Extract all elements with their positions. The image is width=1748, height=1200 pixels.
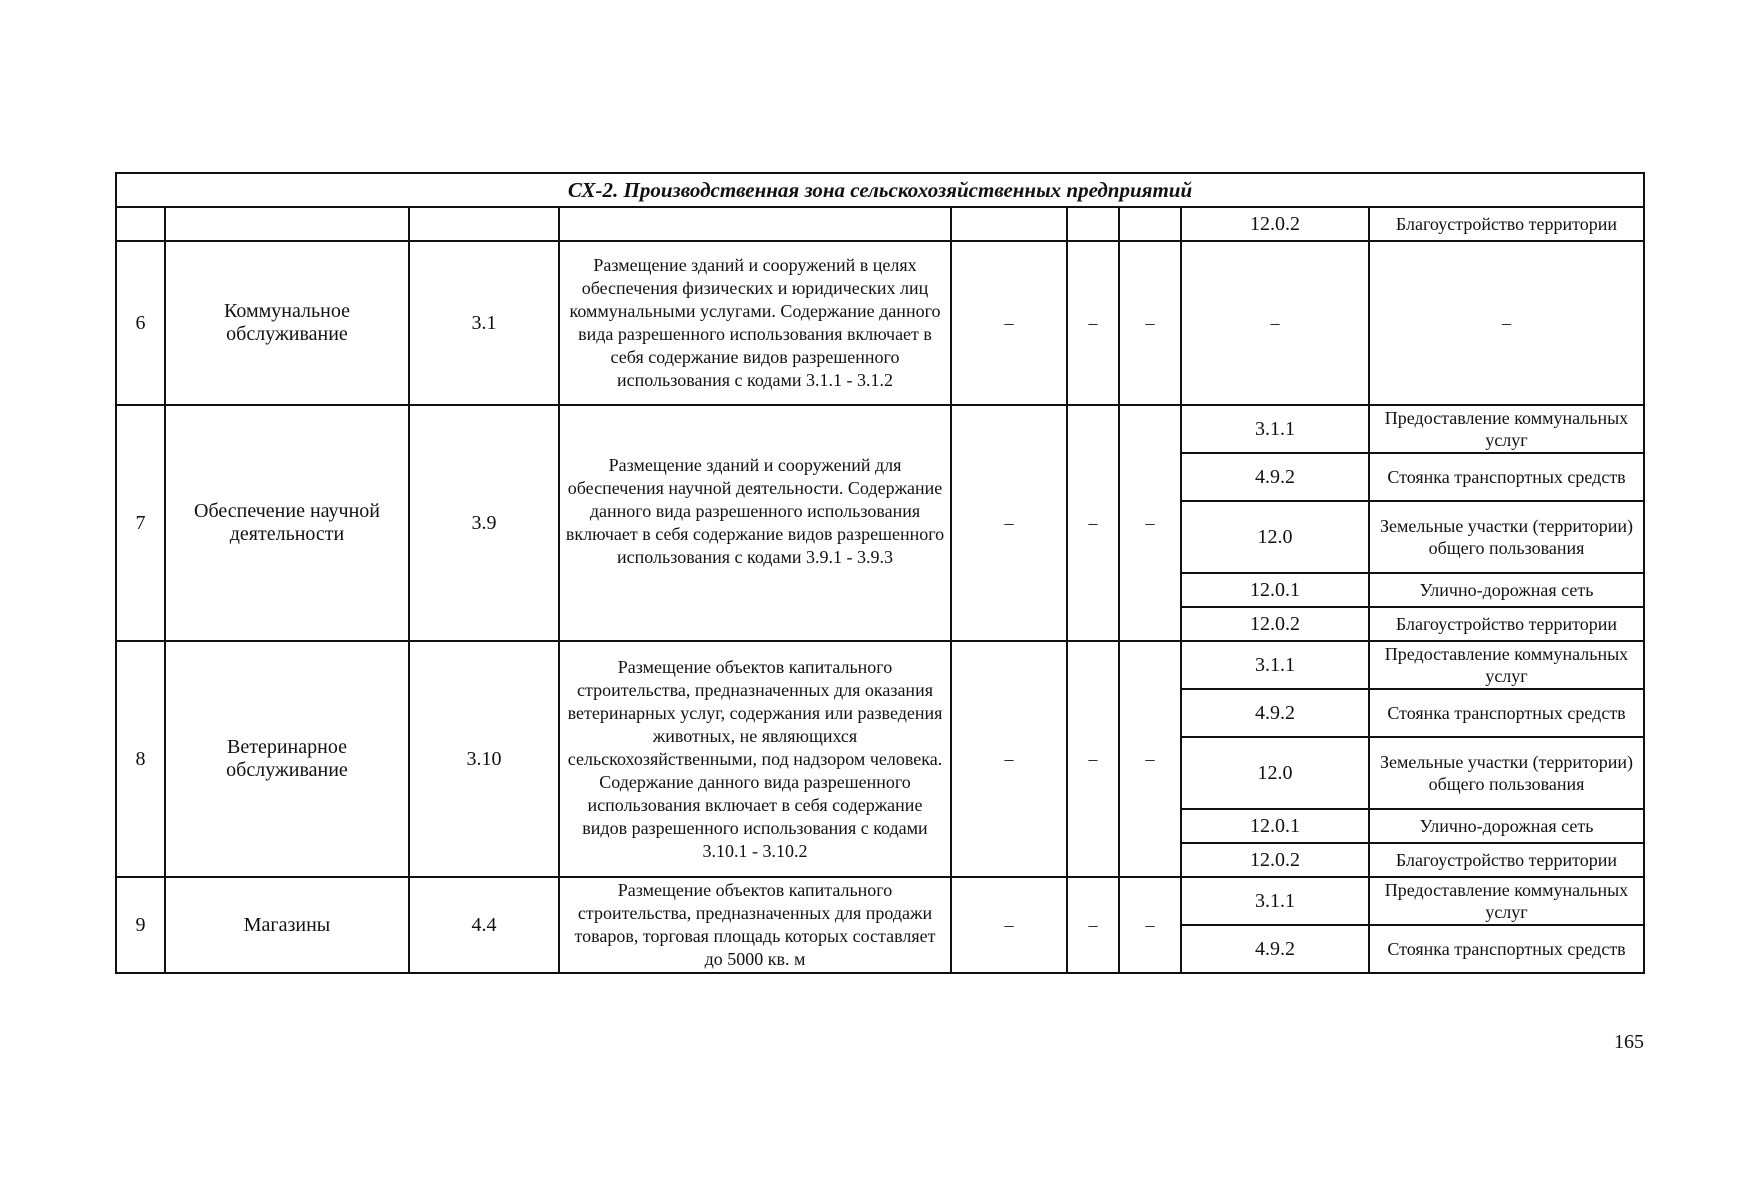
aux-code-cell: – [1181, 241, 1369, 405]
aux-code-cell: 4.9.2 [1181, 453, 1369, 501]
zone-table [115, 172, 1645, 974]
use-code: 4.4 [409, 877, 559, 973]
aux-code-cell: 12.0.1 [1181, 573, 1369, 607]
aux-name-cell: Благоустройство территории [1369, 843, 1644, 877]
param-cell: – [1119, 405, 1181, 641]
use-code: 3.10 [409, 641, 559, 877]
param-cell: – [951, 641, 1067, 877]
table-title: СХ-2. Производственная зона сельскохозяйственных предприятий [116, 173, 1644, 207]
use-code: 3.1 [409, 241, 559, 405]
aux-code-cell: 12.0.1 [1181, 809, 1369, 843]
table-title-row [116, 173, 1644, 207]
param-cell: – [951, 405, 1067, 641]
aux-name-cell: Земельные участки (территории) общего пользования [1369, 737, 1644, 809]
aux-code-cell: 12.0 [1181, 501, 1369, 573]
aux-name-cell: Предоставление коммунальных услуг [1369, 405, 1644, 453]
param-cell: – [1067, 405, 1119, 641]
aux-code-cell: 3.1.1 [1181, 641, 1369, 689]
use-description: Размещение объектов капитального строительства, предназначенных для оказания ветеринарных услуг, содержания или разведения животных, не являющихся сельскохозяйственными, под надзором человека. Содержание данного вида разрешенного использования включает в себя содержание видов разрешенного использования с кодами 3.10.1 - 3.10.2 [559, 641, 951, 877]
use-description: Размещение зданий и сооружений в целях обеспечения физических и юридических лиц коммунальными услугами. Содержание данного вида разрешенного использования включает в себя содержание видов разрешенного использования с кодами 3.1.1 - 3.1.2 [559, 241, 951, 405]
table-row [116, 241, 1644, 405]
table-row [116, 641, 1644, 689]
use-name: Магазины [165, 877, 409, 973]
param-cell: – [951, 877, 1067, 973]
row-number: 7 [116, 405, 165, 641]
aux-name-cell: Улично-дорожная сеть [1369, 573, 1644, 607]
aux-code-cell: 4.9.2 [1181, 925, 1369, 973]
aux-name-cell: Земельные участки (территории) общего пользования [1369, 501, 1644, 573]
row-number: 9 [116, 877, 165, 973]
empty-cell [1067, 207, 1119, 241]
empty-cell [1119, 207, 1181, 241]
aux-name-cell: Стоянка транспортных средств [1369, 453, 1644, 501]
aux-code-cell: 12.0.2 [1181, 843, 1369, 877]
aux-name-cell: Предоставление коммунальных услуг [1369, 877, 1644, 925]
aux-name-cell: Стоянка транспортных средств [1369, 925, 1644, 973]
aux-code-cell: 12.0.2 [1181, 207, 1369, 241]
param-cell: – [1119, 641, 1181, 877]
param-cell: – [1119, 877, 1181, 973]
aux-code-cell: 12.0 [1181, 737, 1369, 809]
row-number: 6 [116, 241, 165, 405]
table-row [116, 877, 1644, 925]
param-cell: – [1067, 877, 1119, 973]
empty-cell [409, 207, 559, 241]
aux-name-cell: – [1369, 241, 1644, 405]
table-row [116, 405, 1644, 453]
aux-name-cell: Улично-дорожная сеть [1369, 809, 1644, 843]
use-description: Размещение объектов капитального строительства, предназначенных для продажи товаров, торговая площадь которых составляет до 5000 кв. м [559, 877, 951, 973]
aux-code-cell: 3.1.1 [1181, 405, 1369, 453]
empty-cell [951, 207, 1067, 241]
aux-name-cell: Стоянка транспортных средств [1369, 689, 1644, 737]
page-number: 165 [1614, 1031, 1644, 1053]
use-description: Размещение зданий и сооружений для обеспечения научной деятельности. Содержание данного вида разрешенного использования включает в себя содержание видов разрешенного использования с кодами 3.9.1 - 3.9.3 [559, 405, 951, 641]
aux-name-cell: Предоставление коммунальных услуг [1369, 641, 1644, 689]
empty-cell [559, 207, 951, 241]
use-name: Коммунальное обслуживание [165, 241, 409, 405]
table-row [116, 207, 1644, 241]
param-cell: – [1067, 641, 1119, 877]
aux-name-cell: Благоустройство территории [1369, 607, 1644, 641]
empty-cell [116, 207, 165, 241]
param-cell: – [1067, 241, 1119, 405]
param-cell: – [1119, 241, 1181, 405]
use-name: Ветеринарное обслуживание [165, 641, 409, 877]
aux-code-cell: 3.1.1 [1181, 877, 1369, 925]
aux-code-cell: 12.0.2 [1181, 607, 1369, 641]
use-name: Обеспечение научной деятельности [165, 405, 409, 641]
aux-name-cell: Благоустройство территории [1369, 207, 1644, 241]
row-number: 8 [116, 641, 165, 877]
param-cell: – [951, 241, 1067, 405]
empty-cell [165, 207, 409, 241]
aux-code-cell: 4.9.2 [1181, 689, 1369, 737]
use-code: 3.9 [409, 405, 559, 641]
